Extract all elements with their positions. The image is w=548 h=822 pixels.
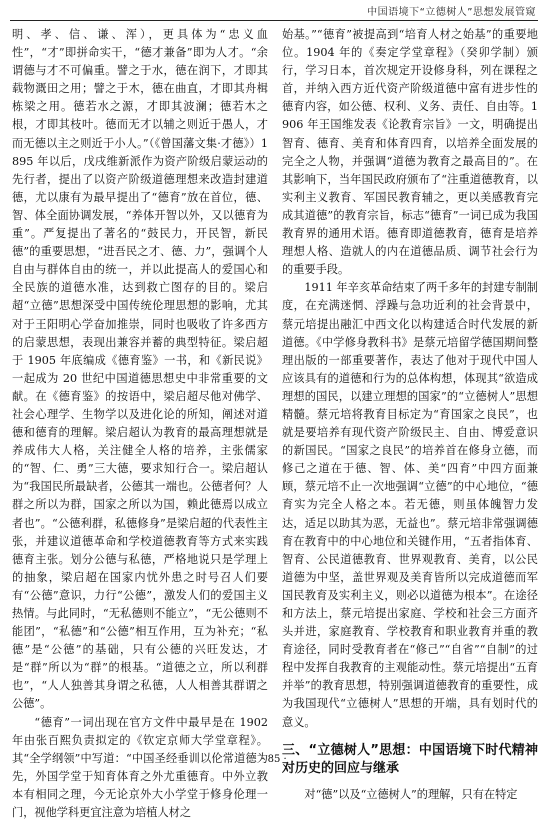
page-number: · 85 ·: [261, 754, 287, 765]
body-paragraph: 明、孝、信、谦、浑），更具体为“忠义血性”，“才”即拼命实干，“德才兼备”即为人才。“余谓德与才不可偏重。譬之于水，德在润下，才即其载物溉田之用；譬之于木，德在曲直，才即其舟楫栋梁之用。德若水之源，才即其波澜；德若木之根，才即其枝叶。德而无才以辅之则近于愚人，才而无德以主之则近于小人。”（《曾国藩文集·才德》）1895 年以后，戊戌维新派作为资产阶级启蒙运动的先行者，提出了以资产阶级道德理想来改造封建道德，尤以康有为最早提出了“德育”放在首位，德、智、体全面协调发展，“养体开智以外，又以德育为重”。严复提出了著名的“鼓民力，开民智，新民德”的重要思想，“进吾民之才、德、力”，强调个人自由与群体自由的统一，并以此提高人的爱国心和全民族的道德水准，达到救亡图存的目的。梁启超“立德”思想深受中国传统伦理思想的影响，尤其对于王阳明心学奋加推崇，同时也吸收了许多西方的启蒙思想，表现出兼容并蓄的典型特征。梁启超于 1905 年底编成《德育鉴》一书，和《新民说》一起成为 20 世纪中国道德思想史中非常重要的文献。在《德育鉴》的按语中，梁启超尽他对佛学、社会心理学、生物学以及进化论的所知，阐述对道德和德育的理解。梁启超认为教育的最高理想就是养成伟大人格，关注健全人格的培养，主张儒家的“智、仁、勇”三大德，要求知行合一。梁启超认为“我国民所最缺者，公德其一端也。公德者何？人群之所以为群，国家之所以为国，赖此德焉以成立者也”。“公德利群，私德修身”是梁启超的代表性主张，并建议道德革命和学校道德教育等方式来实践德育主张。划分公德与私德，严格地说只是学理上的抽象，梁启超在国家内忧外患之时号召人们要有“公德”意识，力行“公德”，激发人们的爱国主义热情。与此同时，“无私德则不能立”，“无公德则不能团”，“私德”和“公德”相互作用，互为补充；“私德”是“公德”的基础，只有公德的兴旺发达，才是“群”所以为“群”的根基。“道德之立，所以利群也”，“人人独善其身谓之私德，人人相善其群谓之公德”。: [12, 28, 268, 711]
left-column: [12, 26, 268, 822]
running-header: [10, 0, 538, 21]
journal-header-title: 中国语境下“立德树人”思想发展管窥: [367, 7, 536, 18]
body-paragraph: “德育”一词出现在官方文件中最早是在 1902 年由张百熙负责拟定的《钦定京师大学堂章程》。其“全学纲领”中写道：“中国圣经垂训以伦常道德为先，外国学堂于知育体育之外尤重德育。中外立教本有相同之理，今无论京外大小学堂于修身伦理一门，视他学科更宜注意为培植人材之: [12, 715, 268, 820]
body-paragraph: 对“德”以及“立德树人”的理解，只有在特定: [304, 787, 518, 801]
body-paragraph: 始基。”“德育”被提高到“培育人材之始基”的重要地位。1904 年的《奏定学堂章程》（癸卯学制）颁行，学习日本，首次规定开设修身科，列在课程之首，并纳入西方近代资产阶级道德中富有进步性的德育内容，如公德、权利、义务、责任、自由等。1906 年王国维发表《论教育宗旨》一文，明确提出智育、德育、美育和体育四育，以培养全面发展的完全之人物，并强调“道德为教育之最高目的”。在其影响下，当年国民政府颁布了“注重道德教育，以实利主义教育、军国民教育辅之，更以美感教育完成其道德”的教育宗旨，标志“德育”一词已成为我国教育界的通用术语。德育即道德教育，德育是培养理想人格、造就人的内在道德品质、调节社会行为的重要手段。: [282, 28, 538, 277]
body-paragraph: 1911 年辛亥革命结束了两千多年的封建专制制度，在充满迷惘、浮躁与急功近利的社会背景中，蔡元培提出融汇中西文化以构建适合时代发展的新道德。《中学修身教科书》是蔡元培留学德国期间整理出版的一部重要著作，表达了他对于现代中国人应该具有的道德和行为的总体构想，体现其“欲造成理想的国民，以建立理想的国家”的“立德树人”思想精髓。蔡元培将教育目标定为“育国家之良民”，也就是要培养有现代资产阶级民主、自由、博爱意识的新国民。“国家之良民”的培养首在修身立德，而修己之道在于德、智、体、美“四育”中四方面兼顾，蔡元培不止一次地强调“立德”的中心地位，“德育实为完全人格之本。若无德，则虽体魄智力发达，适足以助其为恶，无益也”。蔡元培非常强调德育在教育中的中心地位和关键作用，“五者指体育、智育、公民道德教育、世界观教育、美育，以公民道德为中坚，盖世界观及美育皆所以完成道德而军国民教育及实利主义，则必以道德为根本”。在途径和方法上，蔡元培提出家庭、学校和社会三方面齐头并进，家庭教育、学校教育和职业教育并重的教育途径，同时受教育者在“修己”“自省”“自制”的过程中发挥自我教育的主观能动性。蔡元培提出“五育并举”的教育思想，特别强调道德教育的重要性，成为我国现代“立德树人”思想的开端，具有划时代的意义。: [282, 281, 538, 729]
right-column: [282, 26, 538, 804]
section-heading: 三、“立德树人”思想：中国语境下时代精神对历史的回应与继承: [282, 742, 538, 776]
